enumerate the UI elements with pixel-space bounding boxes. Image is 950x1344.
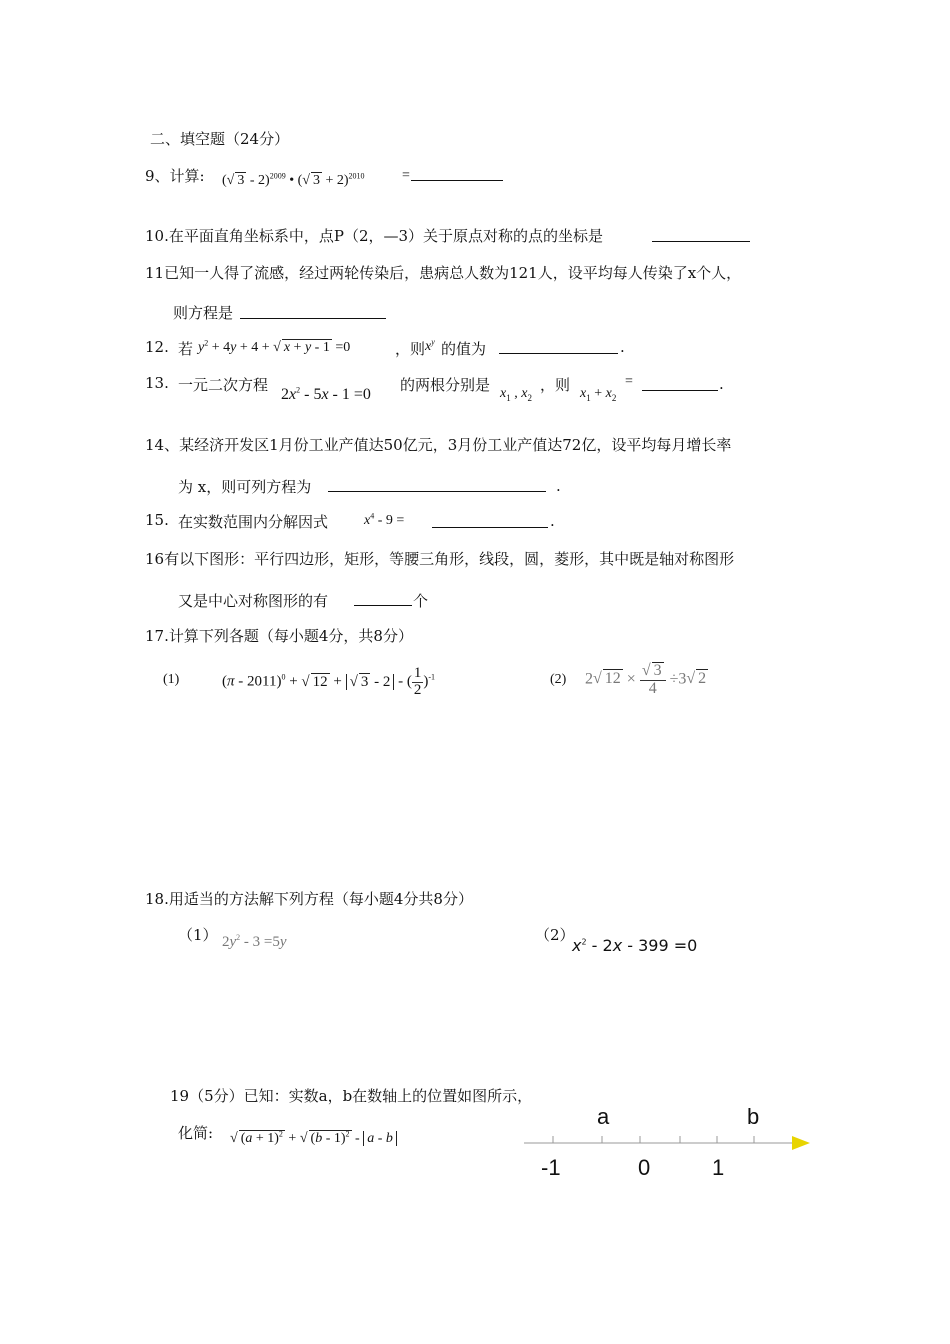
q13-answer-blank xyxy=(642,376,718,391)
q12-suffix: 的值为 xyxy=(441,340,487,358)
q19-line2: 化简: xyxy=(178,1124,214,1142)
q13-roots-text: 的两根分别是 xyxy=(400,376,491,394)
q18-part1-equation: $2y^2 - 3 =5y$ xyxy=(222,933,287,950)
q13-equation: $2x^2 - 5x - 1 =0$ xyxy=(281,385,371,403)
q19-line1: 19（5分）已知：实数a，b在数轴上的位置如图所示， xyxy=(170,1087,533,1105)
q15-answer-blank xyxy=(432,513,548,528)
q18-part1-label: （1） xyxy=(178,926,218,944)
q15-expression: $x^4 - 9$ = xyxy=(364,511,405,528)
q9-equals: = xyxy=(402,168,410,183)
q13-end: . xyxy=(719,375,724,393)
q9-expression: (√ 3 - 2)$^{2009}$ • (√ 3 + 2)$^{2010}$ xyxy=(222,171,365,188)
q18-title: 18.用适当的方法解下列方程（每小题4分共8分） xyxy=(145,890,473,908)
q9-answer-blank xyxy=(411,166,503,181)
q12-end: . xyxy=(620,338,625,356)
q11-line1: 11已知一人得了流感，经过两轮传染后，患病总人数为121人，设平均每人传染了x个人， xyxy=(145,264,742,282)
tick-label-1: 1 xyxy=(712,1155,725,1180)
q9-label: 9、计算: xyxy=(145,167,205,185)
q16-line2: 又是中心对称图形的有 xyxy=(178,592,329,610)
q18-part2-label: （2） xyxy=(535,926,575,944)
section-title: 二、填空题（24分） xyxy=(150,130,290,148)
q12-power: $x^y$ xyxy=(425,337,435,354)
q17-part2-expression: 2√ 12 × $\frac{√ 3}{4}$ ÷3√ 2 xyxy=(585,662,707,697)
q15-text: 在实数范围内分解因式 xyxy=(178,513,329,531)
q13-roots: $x_1$ , $x_2$ xyxy=(500,386,532,403)
q14-line1: 14、某经济开发区1月份工业产值达50亿元，3月份工业产值达72亿，设平均每月增长率 xyxy=(145,436,732,454)
point-label-a: a xyxy=(597,1104,610,1129)
tick-label-minus1: -1 xyxy=(541,1155,561,1180)
q14-end: . xyxy=(556,477,561,495)
q19-expression: √ $(a + 1)^2$ + √ (b - 1)$^2$ - a - b xyxy=(230,1130,397,1147)
q17-title: 17.计算下列各题（每小题4分，共8分） xyxy=(145,627,413,645)
number-line xyxy=(520,1100,820,1190)
q17-part2-label: (2) xyxy=(550,672,567,687)
q17-part1-label: (1) xyxy=(163,672,180,687)
q17-part1-expression: (π - 2011)$^0$ + √ 12 + √ 3 - 2 - ( $\frac{1}{2}$ )$^{-1}$ xyxy=(222,665,436,698)
q10-answer-blank xyxy=(652,227,750,242)
q13-then: ，则 xyxy=(540,376,571,394)
q16-answer-blank xyxy=(354,591,412,606)
q16-end: 个 xyxy=(413,592,429,610)
q11-line2: 则方程是 xyxy=(173,304,234,322)
q10-text: 10.在平面直角坐标系中，点P（2，—3）关于原点对称的点的坐标是 xyxy=(145,227,604,245)
q12-number: 12. xyxy=(145,338,169,356)
q14-line2: 为 x，则可列方程为 xyxy=(178,478,312,496)
q13-number: 13. xyxy=(145,374,169,392)
q15-number: 15. xyxy=(145,511,169,529)
q13-sum: $x_1 + x_2$ xyxy=(580,386,617,403)
q13-equals: = xyxy=(625,374,633,389)
q12-prefix: 若 xyxy=(178,340,194,358)
q14-answer-blank xyxy=(328,477,546,492)
q18-part2-equation: $x^2 - 2x - 399 =0$ xyxy=(572,936,698,955)
q12-equation: $y^2 + 4y + 4$ + √ x + y - 1 =0 xyxy=(198,338,351,355)
q12-then: ，则 xyxy=(395,340,426,358)
tick-label-0: 0 xyxy=(638,1155,651,1180)
q11-answer-blank xyxy=(240,304,386,319)
arrow-icon xyxy=(792,1136,810,1150)
point-label-b: b xyxy=(747,1104,760,1129)
q16-line1: 16有以下图形：平行四边形，矩形，等腰三角形，线段，圆，菱形，其中既是轴对称图形 xyxy=(145,550,735,568)
q13-prefix: 一元二次方程 xyxy=(178,376,269,394)
q12-answer-blank xyxy=(499,339,618,354)
q15-end: . xyxy=(550,512,555,530)
